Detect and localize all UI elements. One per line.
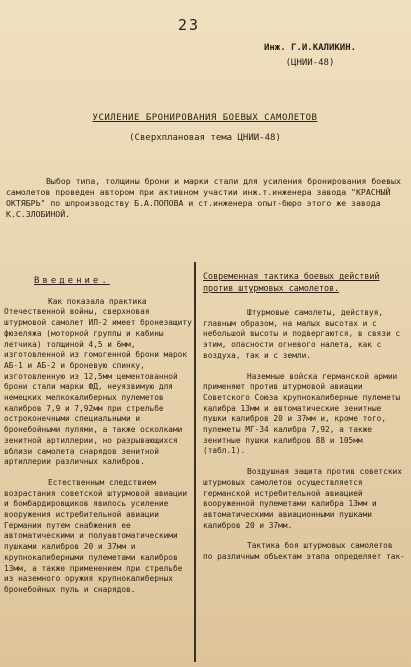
author-block — [240, 41, 380, 71]
article-title: УСИЛЕНИЕ БРОНИРОВАНИЯ БОЕВЫХ САМОЛЕТОВ — [92, 113, 318, 123]
article-subtitle: (Сверхплановая тема ЦНИИ-48) — [129, 133, 281, 143]
right-paragraph-2: Наземные войска германской армии применяют против штурмовой авиации Советского Союза крупнокалиберные пулеметы калибра 13мм и автоматические зенитные пушки калибров 20 и 37мм и, кроме того, пулеметы МГ-34 калибра 7,92, а также зенитные пушки калибров 88 и 105мм (табл.1). — [203, 371, 401, 456]
right-paragraph-1: Штурмовые самолеты, действуя, главным образом, на малых высотах и с небольшой высоты и подвергаются, в связи с этим, опасности огневого налета, как с воздуха, так и с земли. — [203, 308, 401, 360]
right-column — [203, 270, 406, 573]
right-paragraph-4: Тактика боя штурмовых самолетов по различным объектам этапа определяет так- — [203, 541, 405, 562]
right-column-heading: Современная тактика боевых действий против штурмовых самолетов. — [203, 271, 380, 293]
page-number: 23 — [178, 16, 201, 34]
author-name: Инж. Г.И.КАЛИКИН. — [263, 43, 357, 53]
column-divider — [194, 262, 196, 662]
author-organization: (ЦНИИ-48) — [285, 58, 335, 68]
right-paragraph-3: Воздушная защита против советских штурмовых самолетов осуществляется германской истребительной авиацией вооруженной пулеметами калибра 13мм и автоматическими авиационными пушками калибров 20 и 37мм. — [203, 467, 402, 530]
left-column-heading: Введение. — [34, 276, 110, 286]
intro-block — [6, 176, 406, 220]
left-paragraph-2: Естественным следствием возрастания советской штурмовой авиации и бомбардировщиков явилось усиление вооружения истребительной авиации Германии путем снабжения ее автоматическими и полуавтоматическими пушками калибров 20 и 37мм и крупнокалиберными пулеметами калибров 13мм, а также применением при стрельбе из наземного оружия крупнокалиберных бронебойных пуль и снарядов. — [4, 477, 188, 594]
intro-paragraph: Выбор типа, толщины брони и марки стали для усиления бронирования боевых самолетов проведен автором при активном участии инж.т.инженера завода "КРАСНЫЙ ОКТЯБРЬ" по шпроизводству Б.А.ПОПОВА и ст.инженера опыт-бюро этого же завода К.С.ЗЛОБИНОЙ. — [6, 176, 401, 219]
left-paragraph-1: Как показала практика Отечественной войны, сверхновая штурмовой самолет ИЛ-2 имеет бронезащиту фюзеляжа (моторной группы и кабины летчика) толщиной 4,5 и 6мм, изготовленной из гомогенной брони марок АБ-1 и АБ-2 и броневую спинку, изготовленную из 12,5мм цементованной брони стали марки ФД, неуязвимую для немецких мелкокалиберных пулеметов калибров 7,9 и 7,92мм при стрельбе остроконечными специальными и бронебойными пулями, а также осколками зенитной артиллерии, но разрывающихся вблизи самолета снарядов зенитной артиллерии различных калибров. — [4, 296, 192, 467]
left-column — [4, 276, 192, 606]
